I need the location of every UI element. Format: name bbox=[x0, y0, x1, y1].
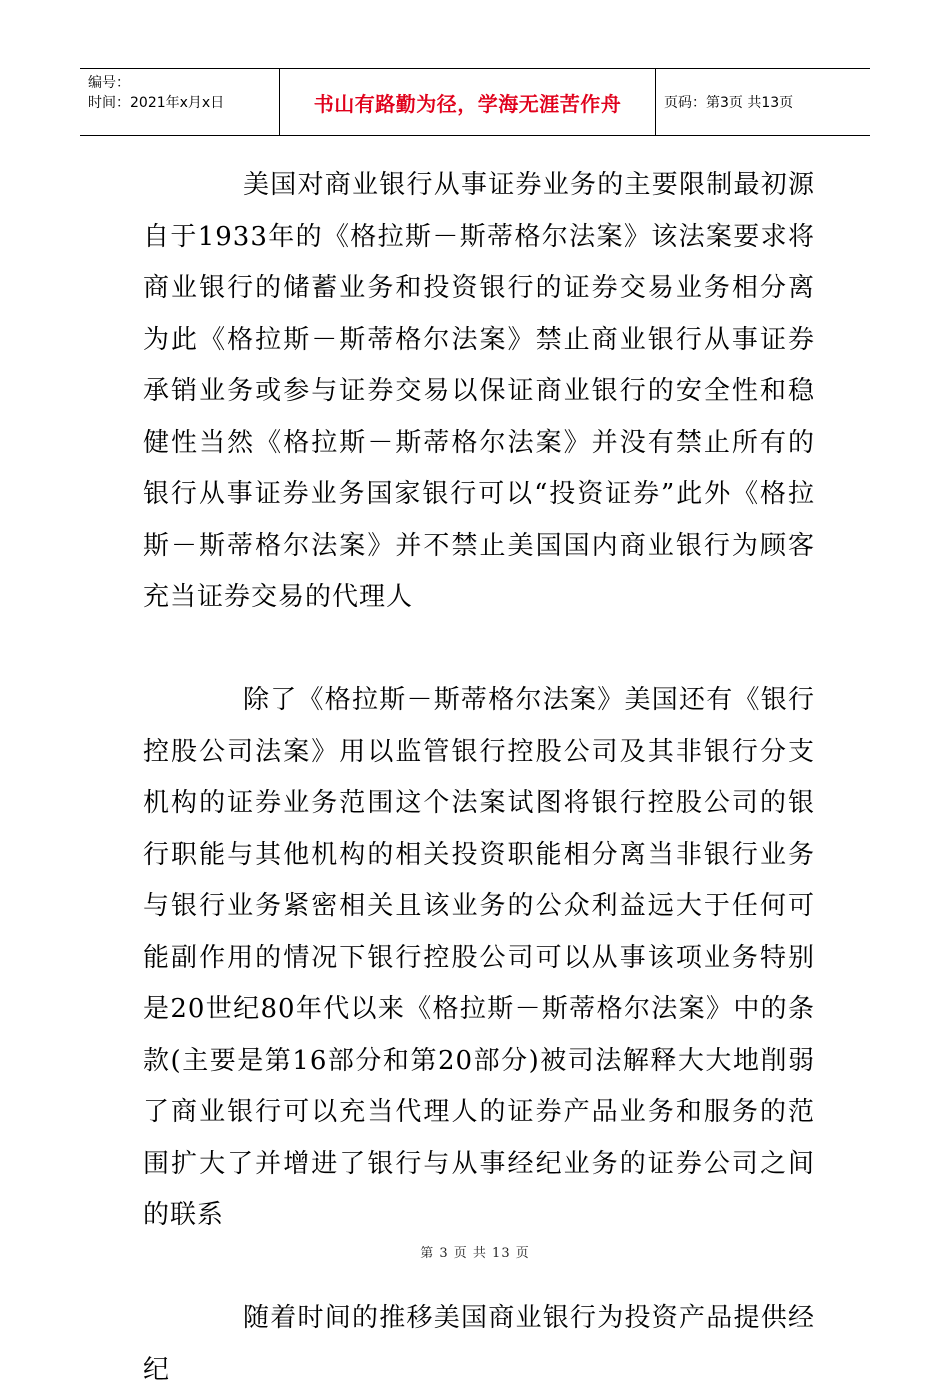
header-meta-cell bbox=[80, 69, 280, 135]
footer-page-number: 第 3 页 共 13 页 bbox=[420, 1246, 530, 1261]
body-paragraph-2: 除了《格拉斯－斯蒂格尔法案》美国还有《银行控股公司法案》用以监管银行控股公司及其非银行分支机构的证券业务范围这个法案试图将银行控股公司的银行职能与其他机构的相关投资职能相分离当非银行业务与银行业务紧密相关且该业务的公众利益远大于任何可能副作用的情况下银行控股公司可以从事该项业务特别是20世纪80年代以来《格拉斯－斯蒂格尔法案》中的条款(主要是第16部分和第20部分)被司法解释大大地削弱了商业银行可以充当代理人的证券产品业务和服务的范围扩大了并增进了银行与从事经纪业务的证券公司之间的联系 bbox=[143, 685, 815, 1230]
header-motto-cell bbox=[280, 69, 656, 135]
document-number-label: 编号： bbox=[88, 75, 130, 91]
header-motto: 书山有路勤为径，学海无涯苦作舟 bbox=[313, 91, 622, 116]
document-time-label: 时间：2021年x月x日 bbox=[88, 95, 225, 111]
body-paragraph-3: 随着时间的推移美国商业银行为投资产品提供经纪 bbox=[143, 1303, 815, 1385]
page-header bbox=[80, 68, 870, 136]
header-page-info: 页码：第3页 共13页 bbox=[664, 95, 794, 111]
body-paragraph-1: 美国对商业银行从事证券业务的主要限制最初源自于1933年的《格拉斯－斯蒂格尔法案》该法案要求将商业银行的储蓄业务和投资银行的证券交易业务相分离为此《格拉斯－斯蒂格尔法案》禁止商业银行从事证券承销业务或参与证券交易以保证商业银行的安全性和稳健性当然《格拉斯－斯蒂格尔法案》并没有禁止所有的银行从事证券业务国家银行可以“投资证券”此外《格拉斯－斯蒂格尔法案》并不禁止美国国内商业银行为顾客充当证券交易的代理人 bbox=[143, 170, 815, 612]
document-body bbox=[143, 160, 815, 1396]
header-page-cell bbox=[656, 69, 870, 135]
page-footer bbox=[0, 1242, 950, 1261]
